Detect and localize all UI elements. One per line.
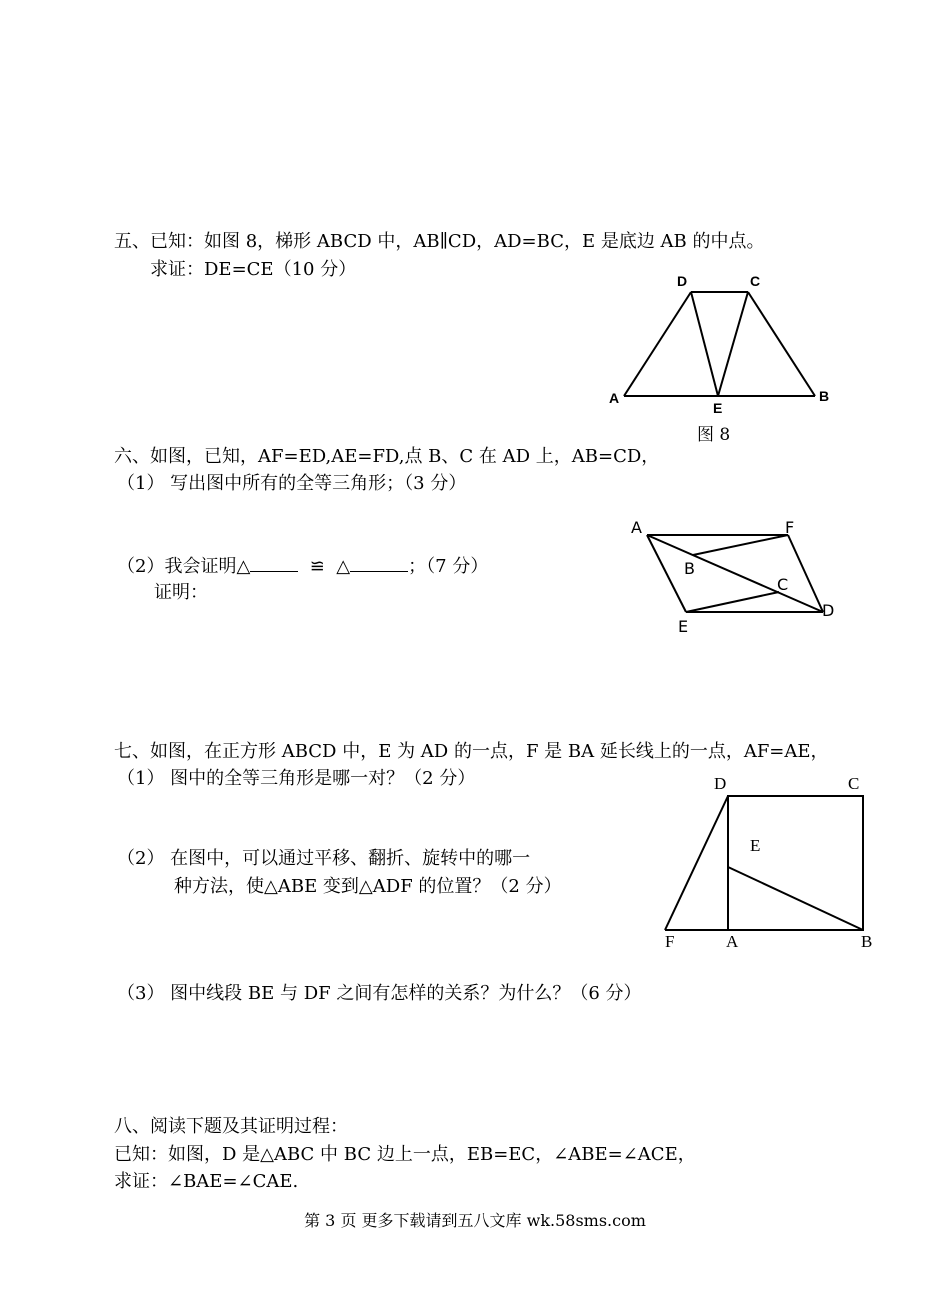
- q5-trapezoid-figure: [595, 268, 855, 418]
- q5-label-c: C: [750, 273, 761, 289]
- q6-label-b: B: [684, 559, 695, 578]
- q6-statement: 六、如图，已知，AF=ED,AE=FD,点 B、C 在 AD 上，AB=CD，: [114, 446, 660, 467]
- q7-part3: （3） 图中线段 BE 与 DF 之间有怎样的关系？为什么？（6 分）: [117, 983, 642, 1004]
- q7-label-b: B: [861, 932, 873, 951]
- q5-figure-caption: 图 8: [697, 425, 731, 445]
- q5-prove: 求证：DE=CE（10 分）: [150, 259, 357, 280]
- q6-label-d: D: [822, 601, 835, 620]
- q6-blank-2[interactable]: [350, 553, 408, 572]
- q7-part2-line1: （2） 在图中，可以通过平移、翻折、旋转中的哪一: [117, 848, 531, 869]
- q6-part2-suffix: ；（7 分）: [408, 556, 489, 577]
- q5-statement: 五、已知：如图 8，梯形 ABCD 中，AB∥CD，AD=BC，E 是底边 AB 的中点。: [114, 231, 765, 252]
- q7-label-c: C: [848, 774, 860, 793]
- q8-prove: 求证：∠BAE=∠CAE.: [114, 1171, 299, 1192]
- q7-part2-line2: 种方法，使△ABE 变到△ADF 的位置？（2 分）: [174, 876, 562, 897]
- q6-label-a: A: [631, 518, 642, 537]
- q6-label-f: F: [785, 518, 795, 537]
- q6-part2-prefix: （2）我会证明△: [117, 556, 251, 577]
- q8-given: 已知：如图，D 是△ABC 中 BC 边上一点，EB=EC，∠ABE=∠ACE，: [114, 1144, 696, 1165]
- q6-congruent-symbol: ≌: [309, 556, 325, 577]
- q7-part1: （1） 图中的全等三角形是哪一对？（2 分）: [117, 768, 476, 789]
- q6-proof-label: 证明：: [154, 582, 208, 603]
- q6-parallelogram-figure: [625, 515, 855, 645]
- q6-triangle-symbol: △: [336, 556, 351, 577]
- q6-part2: [117, 553, 488, 578]
- q5-label-b: B: [819, 388, 830, 404]
- q7-statement: 七、如图，在正方形 ABCD 中，E 为 AD 的一点，F 是 BA 延长线上的一点，AF=AE，: [114, 741, 829, 762]
- q5-label-d: D: [677, 273, 688, 289]
- q6-label-e: E: [678, 617, 689, 636]
- q7-label-a: A: [726, 932, 739, 951]
- q6-part1: （1） 写出图中所有的全等三角形；（3 分）: [117, 473, 467, 494]
- q6-label-c: C: [777, 575, 789, 594]
- q7-label-d: D: [714, 774, 727, 793]
- q7-label-f: F: [665, 932, 675, 951]
- q5-label-e: E: [713, 400, 723, 416]
- q5-label-a: A: [609, 390, 620, 406]
- q8-heading: 八、阅读下题及其证明过程：: [114, 1116, 348, 1137]
- q7-label-e: E: [750, 836, 761, 855]
- page-footer: 第 3 页 更多下载请到五八文库 wk.58sms.com: [304, 1211, 646, 1230]
- q6-blank-1[interactable]: [250, 553, 298, 572]
- q7-square-figure: [655, 770, 885, 960]
